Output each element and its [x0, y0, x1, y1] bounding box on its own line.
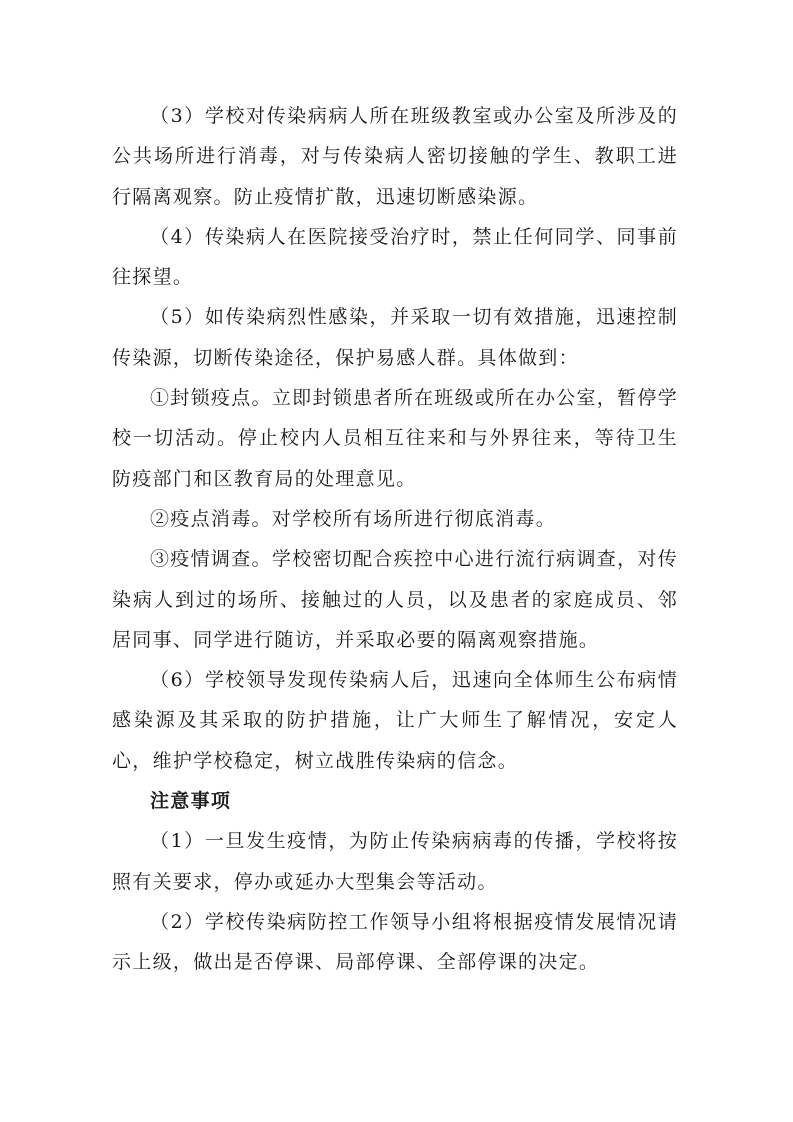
notice-paragraph-2: （2）学校传染病防控工作领导小组将根据疫情发展情况请示上级，做出是否停课、局部停课、全部停课的决定。: [112, 910, 678, 974]
paragraph-item-2: ②疫点消毒。对学校所有场所进行彻底消毒。: [150, 507, 557, 530]
paragraph-measure-4: （4）传染病人在医院接受治疗时，禁止任何同学、同事前往探望。: [112, 225, 678, 289]
paragraph-measure-3: （3）学校对传染病病人所在班级教室或办公室及所涉及的公共场所进行消毒，对与传染病人密切接触的学生、教职工进行隔离观察。防止疫情扩散，迅速切断感染源。: [112, 105, 678, 208]
paragraph-measure-5: （5）如传染病烈性感染，并采取一切有效措施，迅速控制传染源，切断传染途径，保护易感人群。具体做到：: [112, 306, 678, 369]
notice-heading: 注意事项: [150, 790, 232, 813]
notice-paragraph-1: （1）一旦发生疫情，为防止传染病病毒的传播，学校将按照有关要求，停办或延办大型集会等活动。: [112, 830, 678, 893]
paragraph-item-3: ③疫情调查。学校密切配合疾控中心进行流行病调查，对传染病人到过的场所、接触过的人员，以及患者的家庭成员、邻居同事、同学进行随访，并采取必要的隔离观察措施。: [112, 548, 678, 651]
paragraph-measure-6: （6）学校领导发现传染病人后，迅速向全体师生公布病情感染源及其采取的防护措施，让广大师生了解情况，安定人心，维护学校稳定，树立战胜传染病的信念。: [112, 669, 678, 772]
paragraph-item-1: ①封锁疫点。立即封锁患者所在班级或所在办公室，暂停学校一切活动。停止校内人员相互往来和与外界往来，等待卫生防疫部门和区教育局的处理意见。: [112, 387, 678, 490]
document-body: [112, 96, 678, 983]
